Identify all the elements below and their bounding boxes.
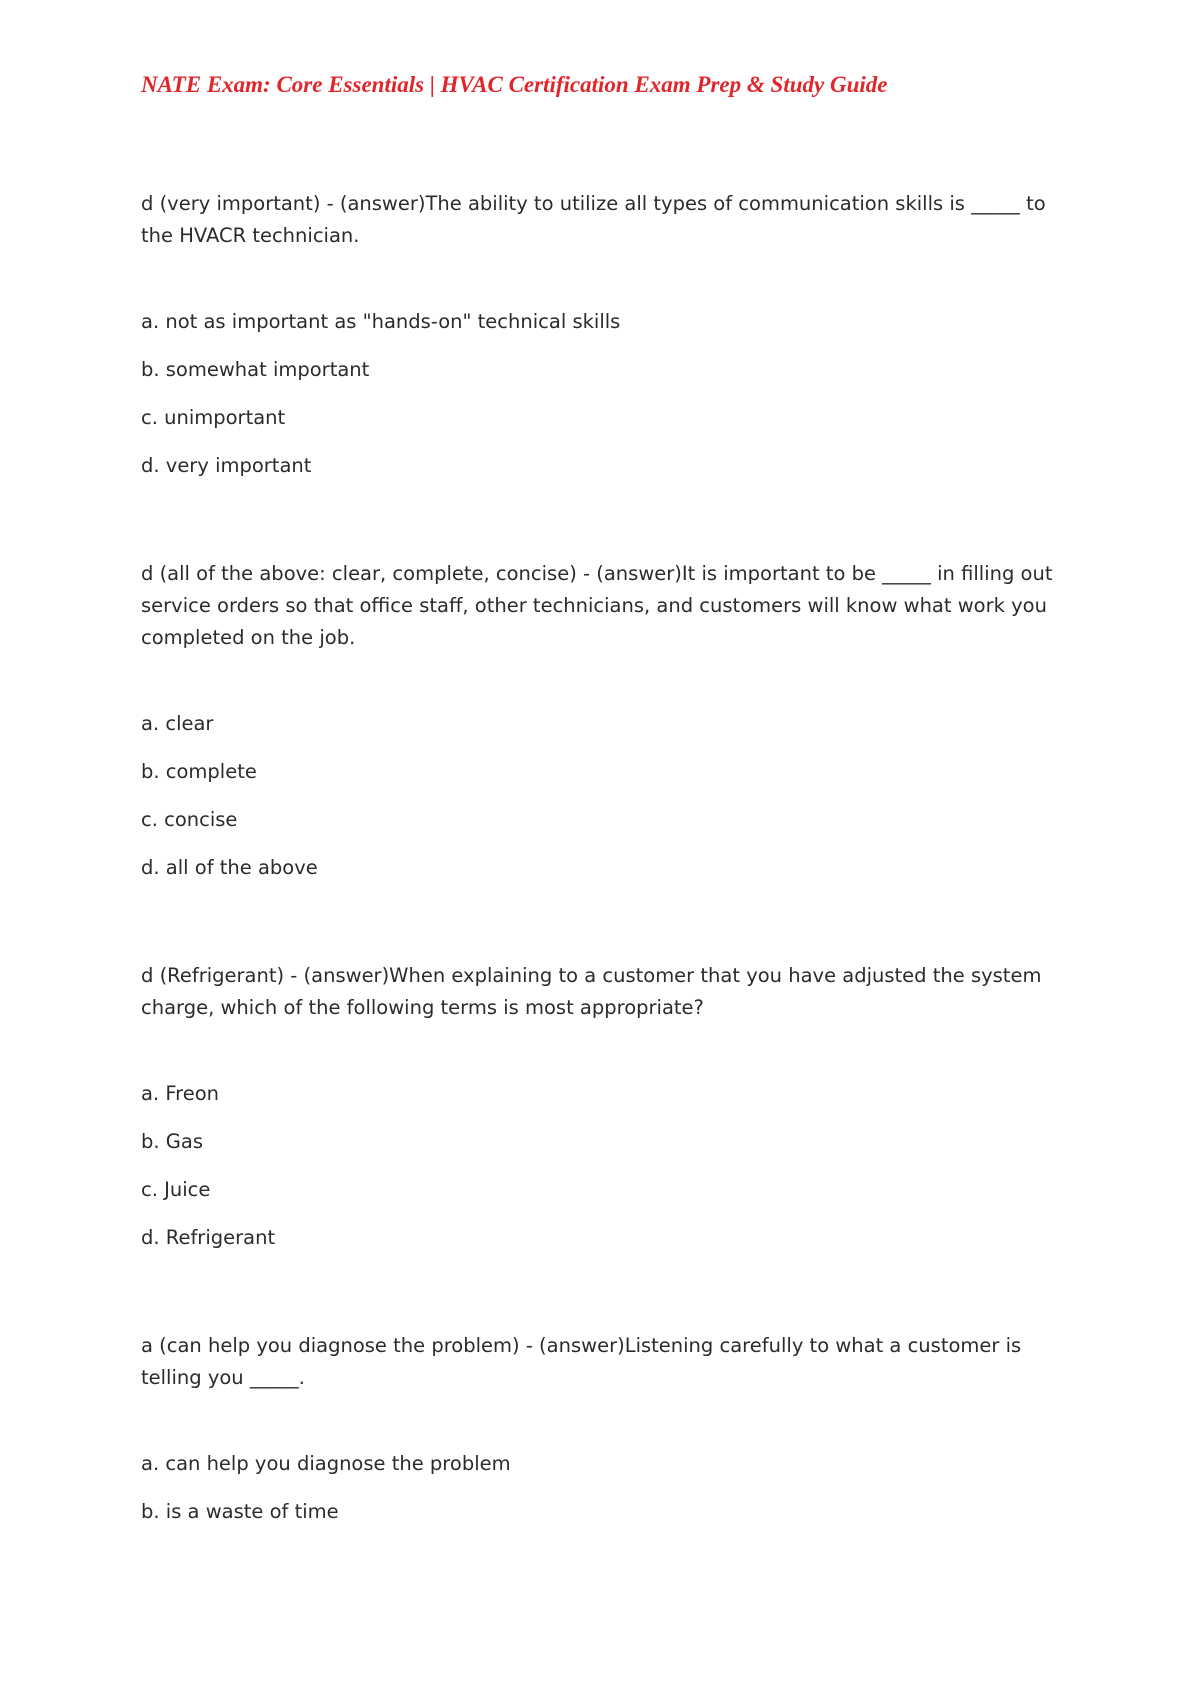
option-item: d. all of the above xyxy=(141,856,318,879)
option-item: c. concise xyxy=(141,808,238,831)
option-item: c. unimportant xyxy=(141,406,286,429)
option-item: b. complete xyxy=(141,760,257,783)
question-text: d (all of the above: clear, complete, concise) - (answer)It is important to be _____ in filling out service orders so that office staff, other technicians, and customers will know what work you completed on the job. xyxy=(141,562,1053,649)
option-item: a. not as important as "hands-on" technical skills xyxy=(141,310,621,333)
option-item: d. very important xyxy=(141,454,312,477)
option-list xyxy=(141,1078,1061,1254)
option-item: c. Juice xyxy=(141,1178,211,1201)
question-text: a (can help you diagnose the problem) - (answer)Listening carefully to what a customer is telling you _____. xyxy=(141,1334,1022,1389)
option-item: b. Gas xyxy=(141,1130,203,1153)
question-text: d (very important) - (answer)The ability to utilize all types of communication skills is _____ to the HVACR technician. xyxy=(141,192,1046,247)
question-block xyxy=(141,558,1061,900)
question-text: d (Refrigerant) - (answer)When explaining to a customer that you have adjusted the system charge, which of the following terms is most appropriate? xyxy=(141,964,1042,1019)
option-item: b. is a waste of time xyxy=(141,1500,339,1523)
question-block xyxy=(141,960,1061,1270)
option-item: a. can help you diagnose the problem xyxy=(141,1452,511,1475)
option-list xyxy=(141,1448,1061,1528)
question-block xyxy=(141,188,1061,498)
option-list xyxy=(141,306,1061,482)
option-item: a. Freon xyxy=(141,1082,220,1105)
option-item: d. Refrigerant xyxy=(141,1226,276,1249)
option-item: a. clear xyxy=(141,712,214,735)
option-list xyxy=(141,708,1061,884)
option-item: b. somewhat important xyxy=(141,358,370,381)
page-header-title: NATE Exam: Core Essentials | HVAC Certification Exam Prep & Study Guide xyxy=(141,72,888,97)
question-block xyxy=(141,1330,1061,1544)
